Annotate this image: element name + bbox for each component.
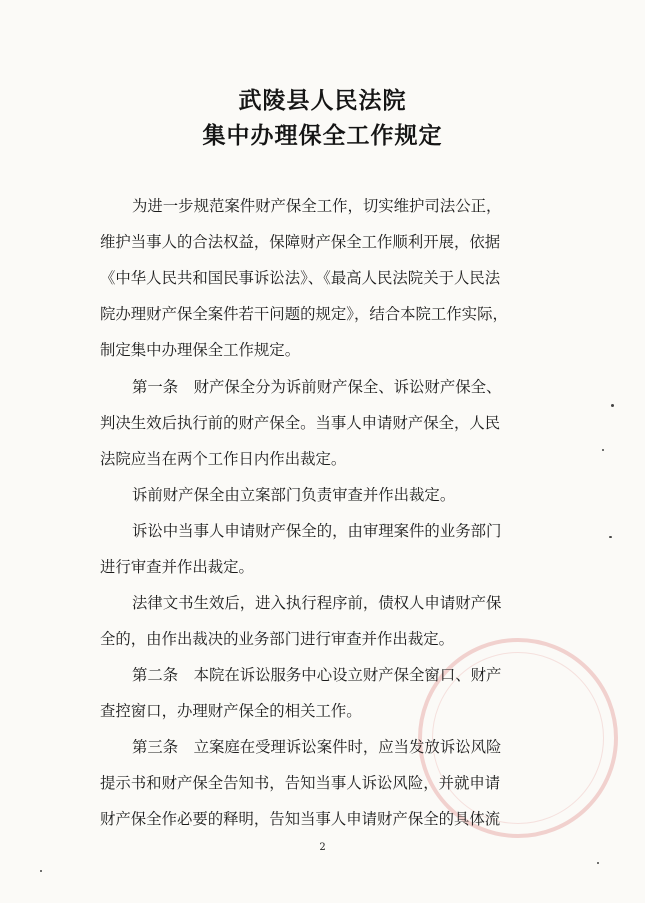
body-line: 制定集中办理保全工作规定。 [100, 341, 301, 359]
body-line: 维护当事人的合法权益，保障财产保全工作顺利开展，依据 [100, 233, 501, 251]
body-line: 诉讼中当事人申请财产保全的，由审理案件的业务部门 [132, 522, 502, 540]
body-line: 《中华人民共和国民事诉讼法》、《最高人民法院关于人民法 [100, 269, 501, 287]
body-line: 全的，由作出裁决的业务部门进行审查并作出裁定。 [100, 630, 454, 648]
body-line: 提示书和财产保全告知书，告知当事人诉讼风险，并就申请 [100, 774, 501, 792]
body-line: 判决生效后执行前的财产保全。当事人申请财产保全，人民 [100, 414, 501, 432]
scan-speck [40, 870, 42, 872]
body-line: 第三条 立案庭在受理诉讼案件时，应当发放诉讼风险 [132, 738, 502, 756]
document-title-line2: 集中办理保全工作规定 [202, 122, 443, 149]
scan-speck [602, 449, 604, 451]
body-line: 法律文书生效后，进入执行程序前，债权人申请财产保 [132, 594, 502, 612]
body-line: 法院应当在两个工作日内作出裁定。 [100, 450, 347, 468]
body-line: 财产保全作必要的释明，告知当事人申请财产保全的具体流 [100, 810, 501, 828]
body-line: 查控窗口，办理财产保全的相关工作。 [100, 702, 362, 720]
body-line: 第二条 本院在诉讼服务中心设立财产保全窗口、财产 [132, 666, 502, 684]
body-line: 院办理财产保全案件若干问题的规定》，结合本院工作实际， [100, 305, 508, 323]
scan-speck [611, 404, 614, 407]
page-number: 2 [319, 842, 326, 853]
body-line: 进行审查并作出裁定。 [100, 558, 254, 576]
body-line: 诉前财产保全由立案部门负责审查并作出裁定。 [132, 486, 456, 504]
scan-speck [609, 536, 612, 538]
document-title-line1: 武陵县人民法院 [238, 87, 407, 114]
body-line: 第一条 财产保全分为诉前财产保全、诉讼财产保全、 [132, 378, 502, 396]
scan-speck [597, 862, 599, 864]
body-line: 为进一步规范案件财产保全工作，切实维护司法公正， [132, 197, 502, 215]
